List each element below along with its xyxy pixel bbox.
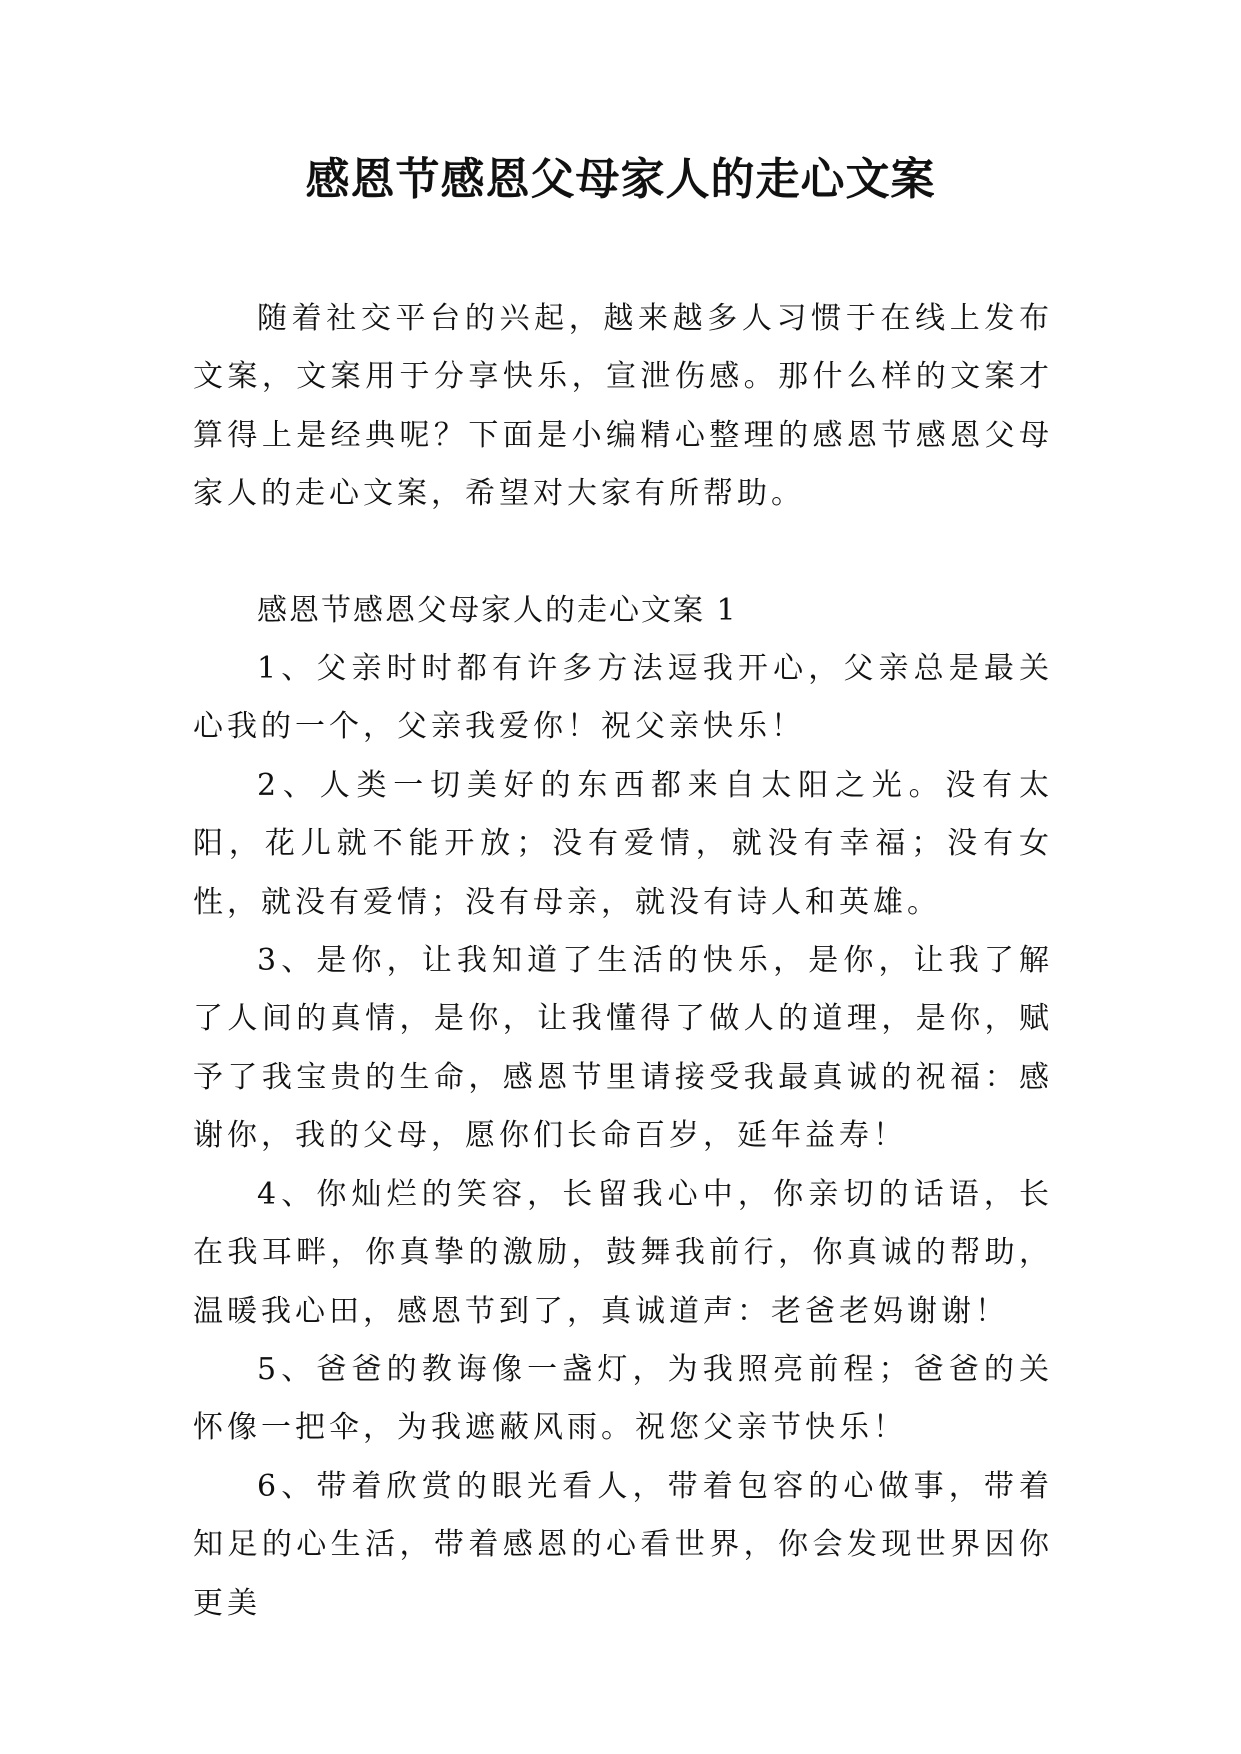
document-body	[193, 290, 1053, 1633]
document-title: 感恩节感恩父母家人的走心文案	[305, 154, 936, 205]
list-item-5: 5、爸爸的教诲像一盏灯，为我照亮前程；爸爸的关怀像一把伞，为我遮蔽风雨。祝您父亲节快乐！	[193, 1351, 1053, 1446]
intro-paragraph: 随着社交平台的兴起，越来越多人习惯于在线上发布文案，文案用于分享快乐，宣泄伤感。那什么样的文案才算得上是经典呢？下面是小编精心整理的感恩节感恩父母家人的走心文案，希望对大家有所帮助。	[193, 301, 1053, 512]
list-item-1: 1、父亲时时都有许多方法逗我开心，父亲总是最关心我的一个，父亲我爱你！祝父亲快乐！	[193, 651, 1053, 745]
list-item-3: 3、是你，让我知道了生活的快乐，是你，让我了解了人间的真情，是你，让我懂得了做人的道理，是你，赋予了我宝贵的生命，感恩节里请接受我最真诚的祝福：感谢你，我的父母，愿你们长命百岁，延年益寿！	[193, 943, 1053, 1154]
list-item-4: 4、你灿烂的笑容，长留我心中，你亲切的话语，长在我耳畔，你真挚的激励，鼓舞我前行，你真诚的帮助，温暖我心田，感恩节到了，真诚道声：老爸老妈谢谢！	[193, 1176, 1053, 1329]
section-heading: 感恩节感恩父母家人的走心文案 1	[257, 592, 738, 628]
list-item-2: 2、人类一切美好的东西都来自太阳之光。没有太阳，花儿就不能开放；没有爱情，就没有幸福；没有女性，就没有爱情；没有母亲，就没有诗人和英雄。	[193, 767, 1053, 920]
list-item-6: 6、带着欣赏的眼光看人，带着包容的心做事，带着知足的心生活，带着感恩的心看世界，你会发现世界因你更美	[193, 1468, 1053, 1621]
